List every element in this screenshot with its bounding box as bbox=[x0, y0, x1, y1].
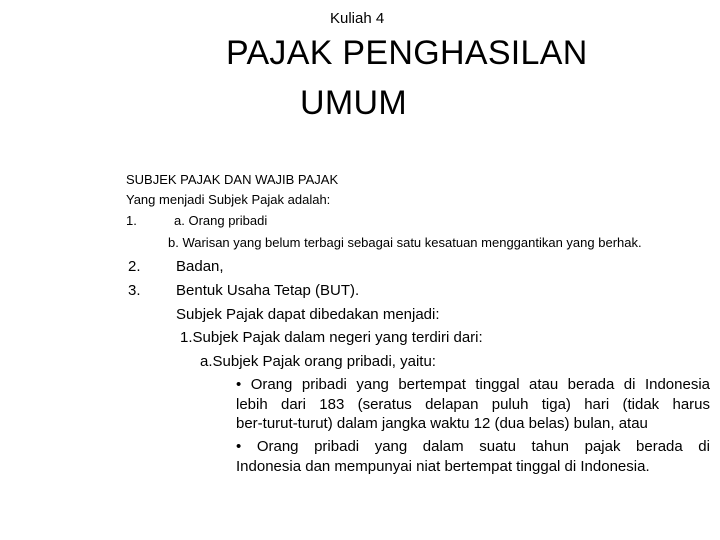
intro-text: Yang menjadi Subjek Pajak adalah: bbox=[126, 192, 331, 207]
bullet-1-line-3: ber-turut-turut) dalam jangka waktu 12 (dua belas) bulan, atau bbox=[236, 415, 648, 432]
slide-title-line-2: UMUM bbox=[300, 84, 407, 122]
bullet-1-line-2: lebih dari 183 (seratus delapan puluh tiga) hari (tidak harus bbox=[236, 396, 710, 413]
division-intro: Subjek Pajak dapat dibedakan menjadi: bbox=[176, 306, 440, 323]
bullet-2-line-2: Indonesia dan mempunyai niat bertempat tinggal di Indonesia. bbox=[236, 458, 650, 475]
section-heading: SUBJEK PAJAK DAN WAJIB PAJAK bbox=[126, 172, 339, 187]
individual-subject-heading: a.Subjek Pajak orang pribadi, yaitu: bbox=[200, 353, 436, 370]
item-1-number: 1. bbox=[126, 213, 137, 228]
domestic-subject-heading: 1.Subjek Pajak dalam negeri yang terdiri dari: bbox=[180, 329, 483, 346]
item-2-text: Badan, bbox=[176, 258, 224, 275]
slide-title-line-1: PAJAK PENGHASILAN bbox=[226, 34, 588, 72]
bullet-1-line-1: • Orang pribadi yang bertempat tinggal atau berada di Indonesia bbox=[236, 376, 710, 393]
slide-subtitle: Kuliah 4 bbox=[330, 10, 385, 27]
item-1b-text: b. Warisan yang belum terbagi sebagai satu kesatuan menggantikan yang berhak. bbox=[168, 235, 642, 250]
item-3-number: 3. bbox=[128, 282, 141, 299]
item-2-number: 2. bbox=[128, 258, 141, 275]
bullet-2-line-1: • Orang pribadi yang dalam suatu tahun pajak berada di bbox=[236, 438, 710, 455]
item-1a-text: a. Orang pribadi bbox=[174, 213, 268, 228]
item-3-text: Bentuk Usaha Tetap (BUT). bbox=[176, 282, 360, 299]
